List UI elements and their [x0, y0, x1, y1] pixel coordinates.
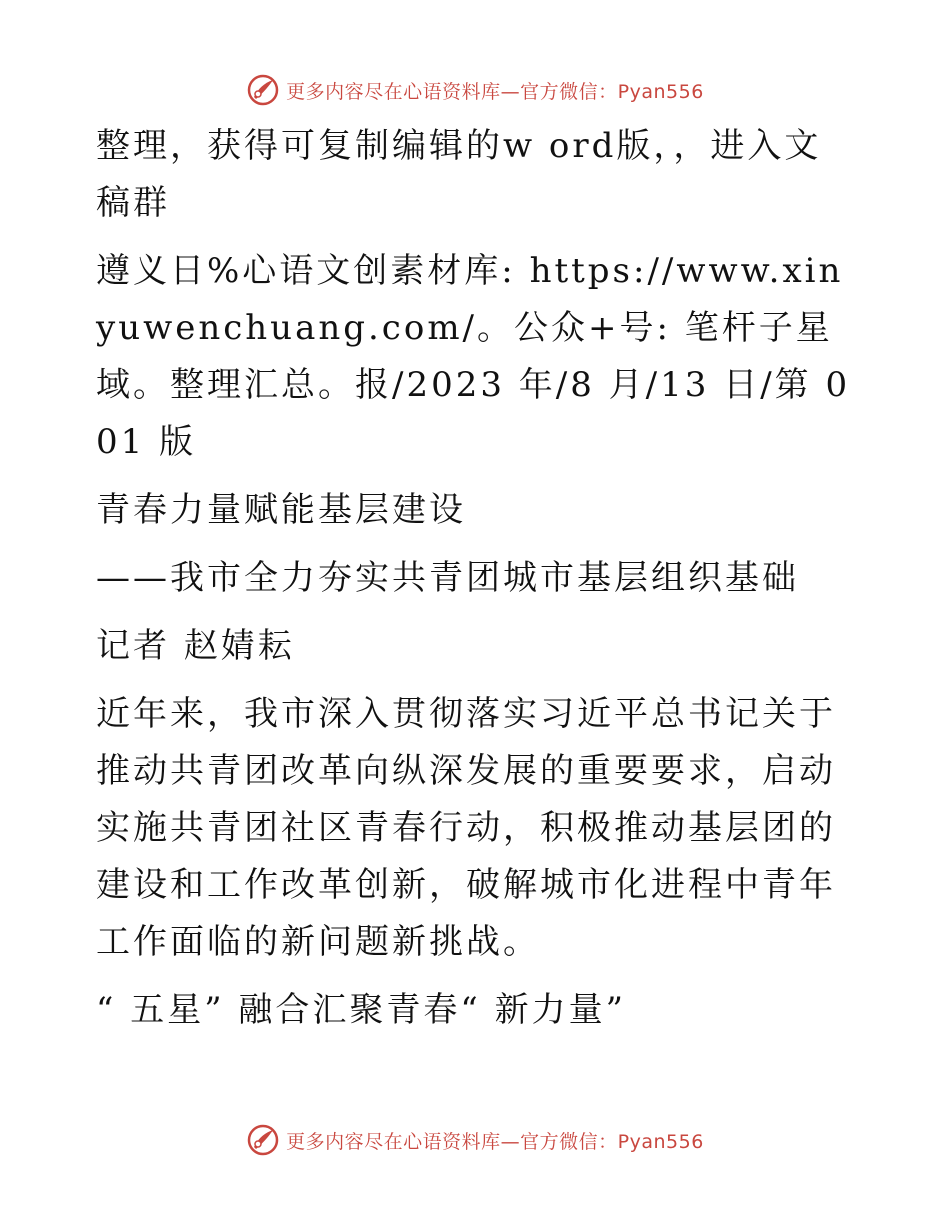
article-byline: 记者 赵婧耘 — [96, 626, 295, 666]
red-quill-logo-icon — [246, 1123, 280, 1157]
article-title: 青春力量赋能基层建设 — [96, 490, 466, 530]
red-quill-logo-icon — [246, 73, 280, 107]
banner-text: 更多内容尽在心语资料库—官方微信：Pyan556 — [286, 80, 704, 103]
section-heading: “ 五星” 融合汇聚青春“ 新力量” — [96, 990, 626, 1030]
body-paragraph: 近年来，我市深入贯彻落实习近平总书记关于推动共青团改革向纵深发展的重要要求，启动实施共青团社区青春行动，积极推动基层团的建设和工作改革创新，破解城市化进程中青年工作面临的新问题新挑战。 — [96, 694, 836, 962]
source-paragraph: 遵义日%心语文创素材库: https://www.xinyuwenchuang.com/。公众+号: 笔杆子星域。整理汇总。报/2023 年/8 月/13 日/第 001 版 — [96, 251, 851, 462]
document-body — [96, 118, 856, 1050]
banner-text: 更多内容尽在心语资料库—官方微信：Pyan556 — [286, 1130, 704, 1153]
header-banner — [0, 70, 950, 110]
article-subtitle: ——我市全力夯实共青团城市基层组织基础 — [96, 558, 799, 598]
footer-banner — [0, 1120, 950, 1160]
intro-paragraph: 整理，获得可复制编辑的w ord版，，进入文稿群 — [96, 126, 822, 223]
